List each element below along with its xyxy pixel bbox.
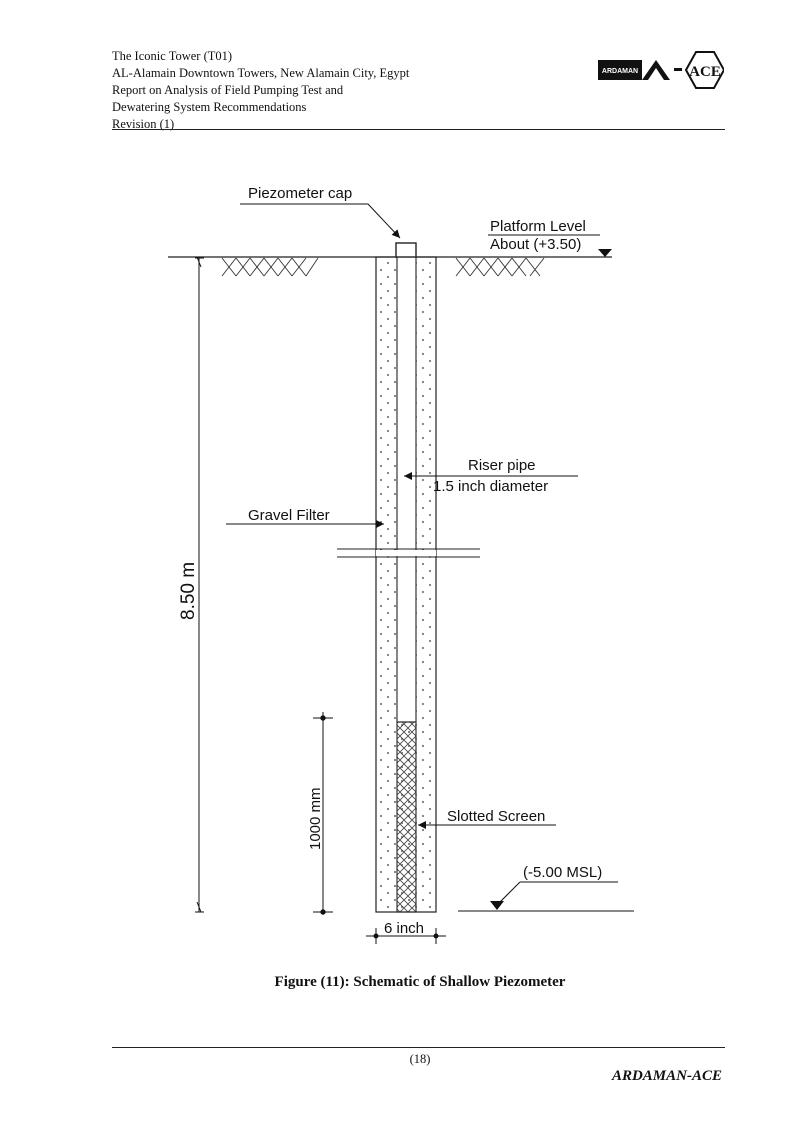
figure-caption: Figure (11): Schematic of Shallow Piezometer (274, 974, 566, 990)
label-slotted-screen: Slotted Screen (447, 808, 546, 825)
footer-rule (112, 1047, 725, 1048)
page-number: (18) (409, 1052, 431, 1066)
piezometer-cap (396, 243, 416, 257)
footer-brand: ARDAMAN-ACE (611, 1068, 722, 1084)
soil-hatch-right (456, 258, 544, 276)
label-gravel-filter: Gravel Filter (248, 507, 330, 524)
slotted-screen (397, 722, 416, 912)
label-depth: 8.50 m (178, 561, 199, 620)
riser-pipe (397, 257, 416, 722)
leader-piezometer-cap (240, 204, 400, 238)
header-line-revision: Revision (1) (112, 117, 175, 131)
msl-level-marker (490, 901, 504, 910)
label-piezometer-cap: Piezometer cap (248, 185, 353, 202)
label-riser-pipe: Riser pipe (468, 457, 536, 474)
label-msl: (-5.00 MSL) (523, 864, 603, 881)
label-width: 6 inch (384, 920, 425, 937)
header-line-location: AL-Alamain Downtown Towers, New Alamain City, Egypt (112, 66, 410, 80)
platform-level-marker (598, 249, 612, 257)
label-riser-diameter: 1.5 inch diameter (433, 478, 549, 495)
label-platform-level: Platform Level (490, 218, 586, 235)
header-line-report-title-2: Dewatering System Recommendations (112, 100, 307, 114)
svg-text:ARDAMAN: ARDAMAN (601, 68, 639, 75)
label-screen-length: 1000 mm (307, 787, 324, 850)
header-line-project: The Iconic Tower (T01) (112, 49, 233, 63)
soil-hatch-left (222, 258, 318, 276)
header-line-report-title-1: Report on Analysis of Field Pumping Test and (112, 83, 344, 97)
svg-text:ACE: ACE (689, 64, 721, 80)
label-platform-elevation: About (+3.50) (490, 236, 582, 253)
